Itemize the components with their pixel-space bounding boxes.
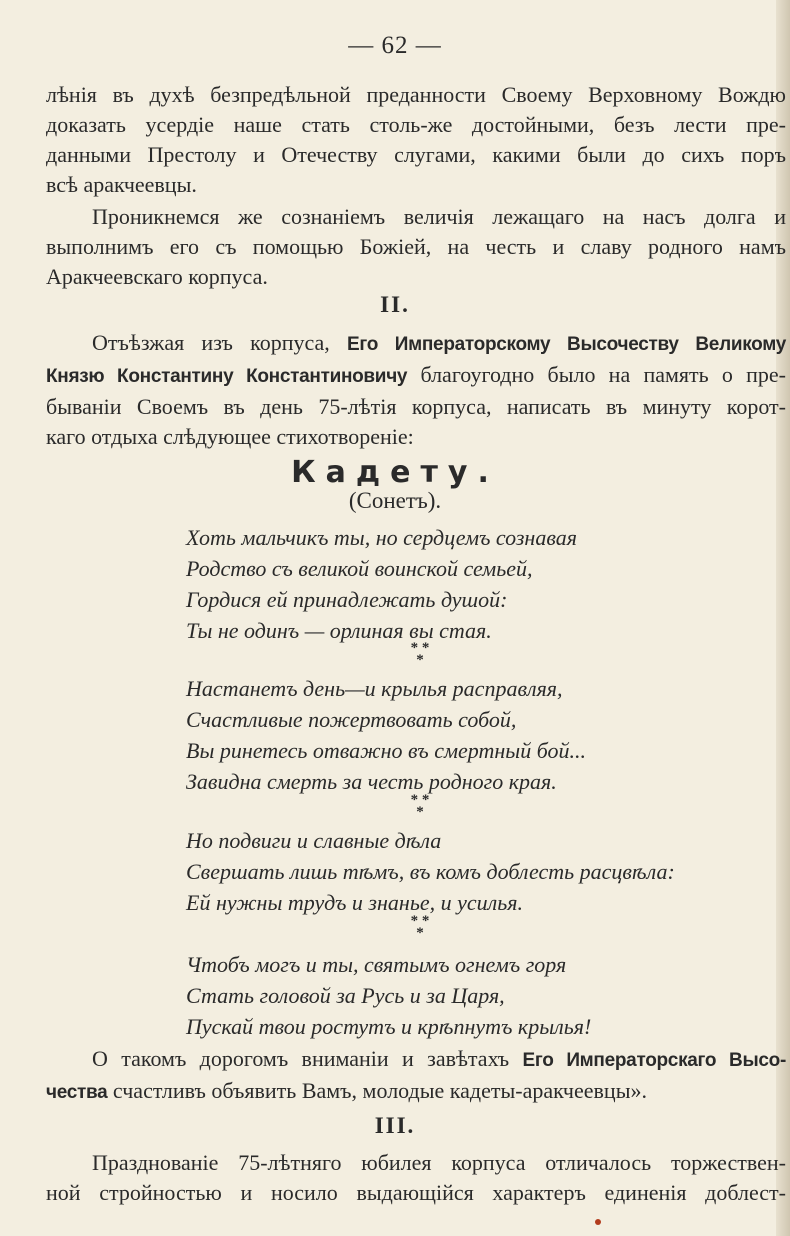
poem-line: Завидна смерть за честь родного края. bbox=[186, 769, 557, 794]
poem-line: Вы ринетесь отважно въ смертный бой... bbox=[186, 738, 586, 763]
section-heading-2: II. bbox=[380, 292, 410, 317]
bold-text-run: Его Императорскаго Высо- bbox=[522, 1050, 786, 1071]
text-line bbox=[46, 1044, 786, 1076]
poem-stanza-2 bbox=[186, 673, 746, 797]
text-line: всѣ аракчеевцы. bbox=[46, 172, 197, 197]
stanza-separator: * * * bbox=[410, 640, 430, 668]
text-line bbox=[46, 328, 786, 360]
paragraph-4 bbox=[46, 1044, 786, 1108]
text-run: счастливъ объявить Вамъ, молодые кадеты-аракчеевцы». bbox=[112, 1078, 647, 1103]
poem-line: Свершать лишь тѣмъ, въ комъ доблесть расцвѣла: bbox=[186, 859, 675, 884]
text-line: Празднованіе 75-лѣтняго юбилея корпуса отличалось торжествен- bbox=[92, 1150, 786, 1175]
poem-line: Хоть мальчикъ ты, но сердцемъ сознавая bbox=[186, 525, 577, 550]
bold-text-run: чества bbox=[46, 1082, 108, 1103]
poem-title: Кадету. bbox=[291, 455, 499, 490]
ink-spot bbox=[595, 1219, 601, 1225]
text-line: каго отдыха слѣдующее стихотвореніе: bbox=[46, 424, 414, 449]
poem-line: Счастливые пожертвовать собой, bbox=[186, 707, 517, 732]
poem-stanza-4 bbox=[186, 949, 746, 1042]
poem-subtitle: (Сонетъ). bbox=[348, 488, 442, 513]
text-run: Отъѣзжая изъ корпуса, bbox=[92, 330, 330, 355]
bold-text-run: Князю Константину Константиновичу bbox=[46, 366, 408, 387]
poem-line: Но подвиги и славные дѣла bbox=[186, 828, 442, 853]
paragraph-2 bbox=[46, 202, 786, 292]
poem-stanza-3 bbox=[186, 825, 746, 918]
poem-line: Гордися ей принадлежать душой: bbox=[186, 587, 508, 612]
poem-line: Пускай твои ростутъ и крѣпнутъ крылья! bbox=[186, 1014, 592, 1039]
poem-stanza-1 bbox=[186, 522, 746, 646]
paragraph-1 bbox=[46, 80, 786, 200]
bold-text-run: Его Императорскому Высочеству Великому bbox=[347, 334, 787, 355]
text-run: благоугодно было на память о пре- bbox=[420, 362, 787, 387]
text-line bbox=[46, 360, 786, 392]
text-line: Аракчеевскаго корпуса. bbox=[46, 264, 268, 289]
poem-line: Чтобъ могъ и ты, святымъ огнемъ горя bbox=[186, 952, 567, 977]
text-line: доказать усердіе наше стать столь-же достойными, безъ лести пре- bbox=[46, 112, 786, 137]
text-run: О такомъ дорогомъ вниманіи и завѣтахъ bbox=[92, 1046, 510, 1071]
poem-line: Ей нужны трудъ и знанье, и усилья. bbox=[186, 890, 523, 915]
text-line: бываніи Своемъ въ день 75-лѣтія корпуса, написать въ минуту корот- bbox=[46, 394, 786, 419]
text-line: Проникнемся же сознаніемъ величія лежащаго на насъ долга и bbox=[92, 204, 786, 229]
stanza-separator: * * * bbox=[410, 913, 430, 941]
text-line: ной стройностью и носило выдающійся характеръ единенія доблест- bbox=[46, 1180, 786, 1205]
stanza-separator: * * * bbox=[410, 792, 430, 820]
poem-line: Родство съ великой воинской семьей, bbox=[186, 556, 533, 581]
text-line: лѣнія въ духѣ безпредѣльной преданности Своему Верховному Вождю bbox=[46, 82, 786, 107]
poem-line: Ты не одинъ — орлиная вы стая. bbox=[186, 618, 492, 643]
poem-line: Настанетъ день—и крылья расправляя, bbox=[186, 676, 563, 701]
paragraph-3 bbox=[46, 328, 786, 452]
text-line: выполнимъ его съ помощью Божіей, на честь и славу родного намъ bbox=[46, 234, 786, 259]
text-line: данными Престолу и Отечеству слугами, какими были до сихъ поръ bbox=[46, 142, 786, 167]
text-line bbox=[46, 1076, 786, 1108]
poem-line: Стать головой за Русь и за Царя, bbox=[186, 983, 505, 1008]
page-number: — 62 — bbox=[348, 32, 442, 59]
paragraph-5 bbox=[46, 1148, 786, 1208]
section-heading-3: III. bbox=[374, 1113, 416, 1138]
